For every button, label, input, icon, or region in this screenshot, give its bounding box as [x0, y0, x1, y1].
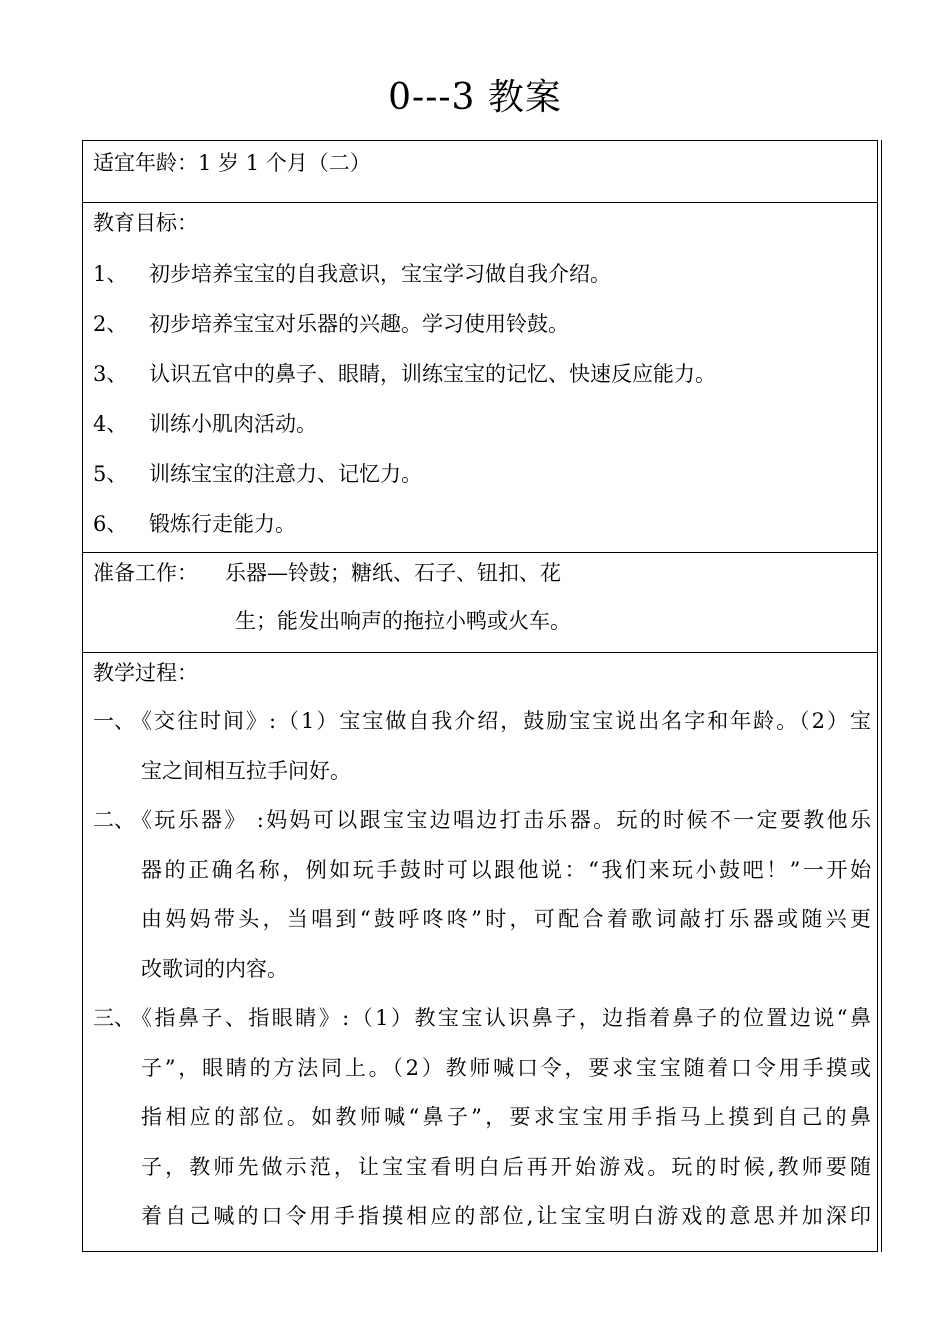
goal-text: 认识五官中的鼻子、眼睛，训练宝宝的记忆、快速反应能力。 [149, 362, 716, 386]
process-line: 由妈妈带头，当唱到“鼓呼咚咚”时，可配合着歌词敲打乐器或随兴更 [141, 907, 871, 931]
goal-number: 1、 [93, 262, 128, 286]
goal-text: 锻炼行走能力。 [149, 512, 296, 536]
process-item [83, 796, 877, 994]
process-line: 子”，眼睛的方法同上。（2）教师喊口令，要求宝宝随着口令用手摸或 [141, 1055, 871, 1080]
goal-text: 初步培养宝宝对乐器的兴趣。学习使用铃鼓。 [149, 312, 569, 336]
process-line: 《交往时间》:（1）宝宝做自我介绍，鼓励宝宝说出名字和年龄。（2）宝 [131, 709, 871, 733]
process-row [83, 653, 877, 1251]
process-heading: 教学过程： [93, 661, 198, 685]
process-number: 一、 [93, 709, 135, 733]
prep-text-continued: 生；能发出响声的拖拉小鸭或火车。 [235, 609, 571, 633]
goal-text: 训练小肌肉活动。 [149, 412, 317, 436]
prep-row [83, 553, 877, 653]
goal-text: 初步培养宝宝的自我意识，宝宝学习做自我介绍。 [149, 262, 611, 286]
prep-text: 乐器—铃鼓；糖纸、石子、钮扣、花 [225, 561, 561, 585]
process-line: 改歌词的内容。 [141, 956, 288, 981]
goals-row [83, 203, 877, 553]
goal-number: 2、 [93, 312, 128, 336]
process-line: 宝之间相互拉手问好。 [141, 758, 351, 783]
process-line: 器的正确名称，例如玩手鼓时可以跟他说：“我们来玩小鼓吧！”一开始 [141, 857, 871, 882]
goal-number: 5、 [93, 462, 128, 486]
prep-line [83, 553, 877, 593]
goal-item [83, 299, 877, 349]
goal-item [83, 349, 877, 399]
goal-item [83, 249, 877, 299]
process-number: 二、 [93, 808, 135, 832]
process-number: 三、 [93, 1006, 135, 1030]
page-title: 0---3 教案 [388, 77, 562, 118]
process-item [83, 994, 877, 1242]
process-body [131, 796, 871, 994]
age-row [83, 141, 877, 203]
process-body [131, 697, 871, 796]
goal-number: 3、 [93, 362, 128, 386]
process-line: 《玩乐器》 :妈妈可以跟宝宝边唱边打击乐器。玩的时候不一定要教他乐 [131, 808, 871, 832]
goal-number: 4、 [93, 412, 128, 436]
lesson-plan-table [82, 140, 878, 1252]
goal-text: 训练宝宝的注意力、记忆力。 [149, 462, 422, 486]
process-line: 指相应的部位。如教师喊“鼻子”，要求宝宝用手指马上摸到自己的鼻 [141, 1105, 871, 1129]
goal-item [83, 499, 877, 549]
process-line: 着自己喊的口令用手指摸相应的部位,让宝宝明白游戏的意思并加深印 [141, 1204, 871, 1228]
process-line: 《指鼻子、指眼睛》:（1）教宝宝认识鼻子，边指着鼻子的位置边说“鼻 [131, 1006, 871, 1030]
goal-number: 6、 [93, 512, 128, 536]
age-text: 适宜年龄：1 岁 1 个月（二） [93, 151, 371, 175]
goal-item [83, 399, 877, 449]
process-body [131, 994, 871, 1242]
prep-label: 准备工作： [93, 561, 198, 585]
goal-item [83, 449, 877, 499]
process-line: 子，教师先做示范，让宝宝看明白后再开始游戏。玩的时候,教师要随 [141, 1154, 871, 1179]
goals-heading: 教育目标： [93, 211, 198, 235]
process-item [83, 697, 877, 796]
